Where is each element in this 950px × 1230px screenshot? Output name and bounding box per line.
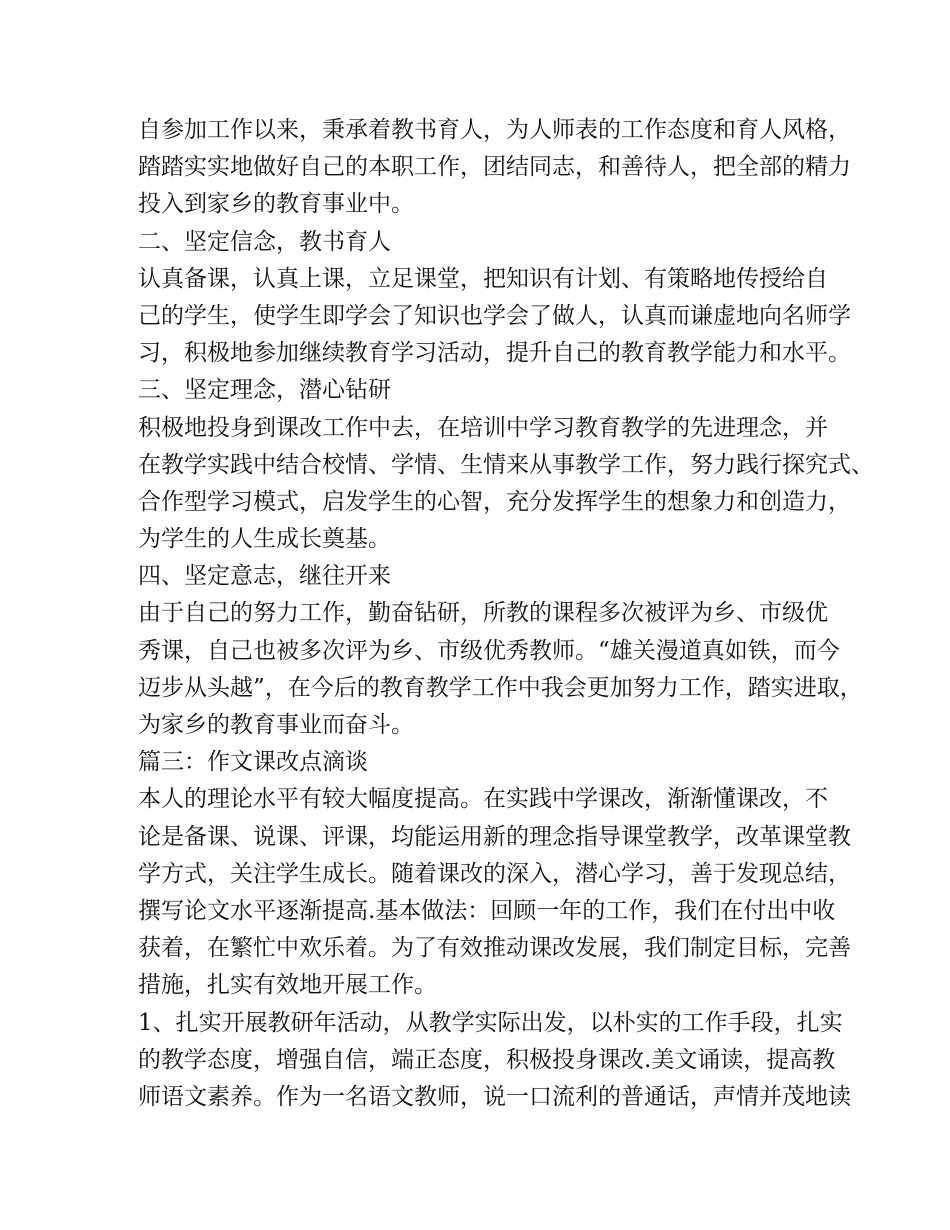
document-body: [138, 112, 874, 1116]
text-line: 本人的理论水平有较大幅度提高。在实践中学课改，渐渐懂课改，不: [138, 786, 828, 813]
text-line: 论是备课、说课、评课，均能运用新的理念指导课堂教学，改革课堂教: [138, 823, 851, 850]
section-heading: 二、坚定信念，教书育人: [138, 228, 391, 255]
text-line: 秀课，自己也被多次评为乡、市级优秀教师。“雄关漫道真如铁，而今: [138, 637, 840, 664]
text-line: 撰写论文水平逐渐提高.基本做法：回顾一年的工作，我们在付出中收: [138, 897, 836, 924]
text-line: 投入到家乡的教育事业中。: [138, 191, 414, 218]
text-line: 认真备课，认真上课，立足课堂，把知识有计划、有策略地传授给自: [138, 265, 828, 292]
text-line: 积极地投身到课改工作中去，在培训中学习教育教学的先进理念，并: [138, 414, 828, 441]
text-line: 为家乡的教育事业而奋斗。: [138, 712, 414, 738]
text-line: 1、扎实开展教研年活动，从教学实际出发，以朴实的工作手段，扎实: [138, 1009, 843, 1036]
section-heading: 篇三：作文课改点滴谈: [138, 749, 368, 776]
section-heading: 四、坚定意志，继往开来: [138, 563, 391, 590]
text-line: 的教学态度，增强自信，端正态度，积极投身课改.美文诵读，提高教: [138, 1046, 836, 1073]
text-line: 由于自己的努力工作，勤奋钻研，所教的课程多次被评为乡、市级优: [138, 600, 828, 627]
text-line: 自参加工作以来，秉承着教书育人，为人师表的工作态度和育人风格，: [138, 117, 851, 143]
text-line: 为学生的人生成长奠基。: [138, 526, 391, 553]
text-line: 踏踏实实地做好自己的本职工作，团结同志，和善待人，把全部的精力: [138, 154, 851, 181]
text-line: 合作型学习模式，启发学生的心智，充分发挥学生的想象力和创造力，: [138, 488, 851, 515]
text-line: 迈步从头越”，在今后的教育教学工作中我会更加努力工作，踏实进取，: [138, 674, 863, 701]
text-line: 习，积极地参加继续教育学习活动，提升自己的教育教学能力和水平。: [138, 340, 851, 367]
text-line: 措施，扎实有效地开展工作。: [138, 972, 437, 999]
text-line: 学方式，关注学生成长。随着课改的深入，潜心学习，善于发现总结，: [138, 860, 851, 887]
text-line: 师语文素养。作为一名语文教师，说一口流利的普通话，声情并茂地读: [138, 1083, 851, 1110]
text-line: 获着，在繁忙中欢乐着。为了有效推动课改发展，我们制定目标，完善: [138, 935, 851, 962]
text-line: 在教学实践中结合校情、学情、生情来从事教学工作，努力践行探究式、: [138, 451, 874, 478]
text-line: 己的学生，使学生即学会了知识也学会了做人，认真而谦虚地向名师学: [138, 302, 851, 329]
section-heading: 三、坚定理念，潜心钻研: [138, 377, 391, 404]
